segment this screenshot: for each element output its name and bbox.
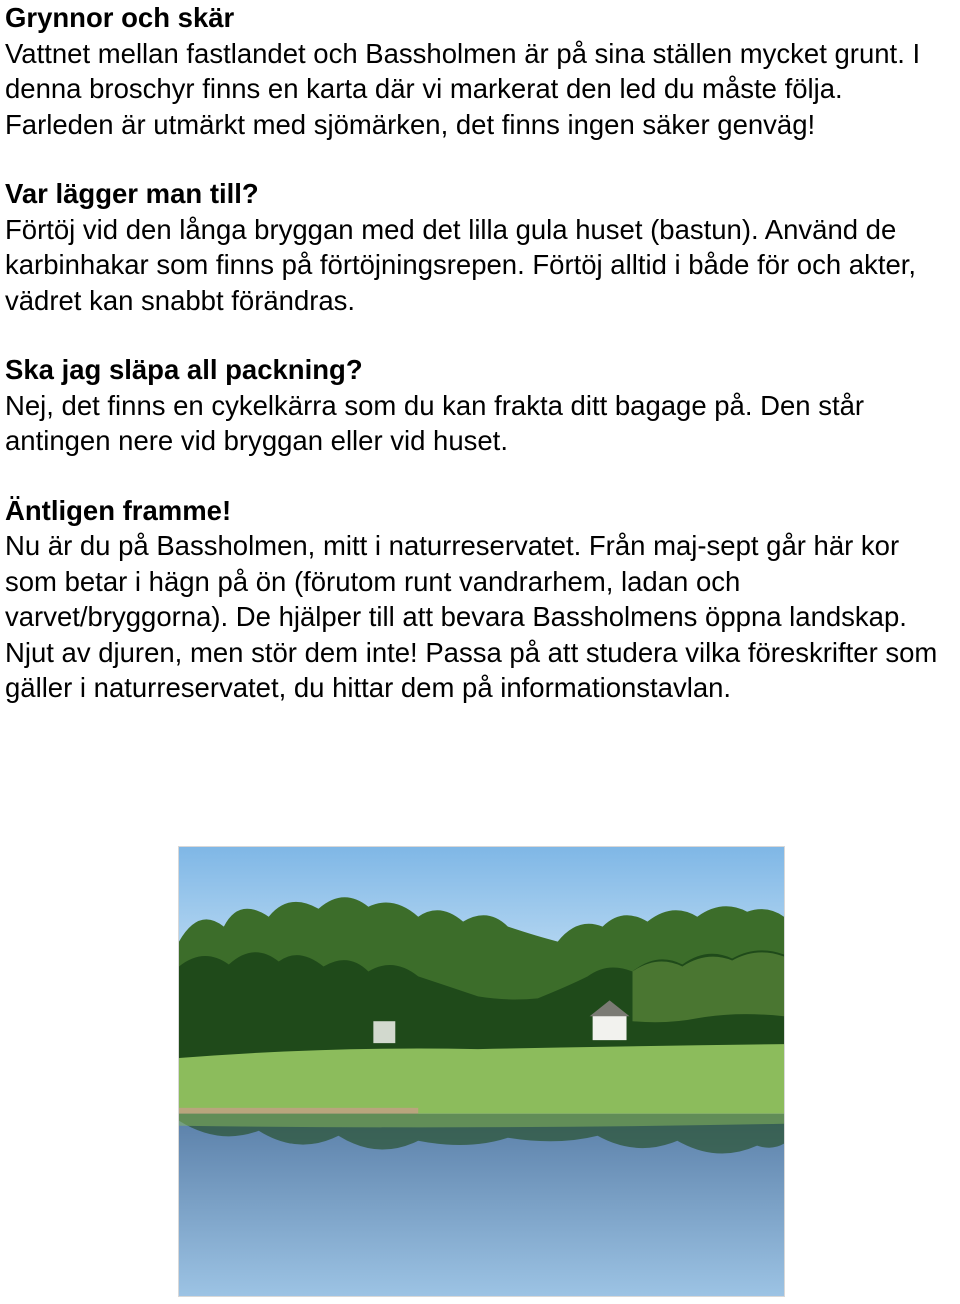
section-heading: Äntligen framme! <box>5 494 232 526</box>
section-heading: Grynnor och skär <box>5 2 235 33</box>
section-body: Vattnet mellan fastlandet och Bassholmen är på sina ställen mycket grunt. I denna broschyr finns en karta där vi markerat den led du måste följa. Farleden är utmärkt med sjömärken, det finns ingen säker genväg! <box>5 37 921 140</box>
section-heading: Var lägger man till? <box>5 178 259 209</box>
meadow <box>179 1044 784 1114</box>
house-left <box>373 1021 395 1043</box>
section-body: Nej, det finns en cykelkärra som du kan frakta ditt bagage på. Den står antingen nere vid bryggan eller vid huset. <box>5 389 865 456</box>
section-heading: Ska jag släpa all packning? <box>5 354 363 385</box>
house <box>593 1014 627 1040</box>
section-body: Förtöj vid den långa bryggan med det lilla gula huset (bastun). Använd de karbinhakar som finns på förtöjningsrepen. Förtöj alltid i både för och akter, vädret kan snabbt förändras. <box>5 213 917 316</box>
section-tillagg <box>5 176 957 318</box>
section-packning <box>5 352 957 459</box>
document-text <box>5 0 957 740</box>
section-grynnor <box>5 0 957 142</box>
landscape-photo-illustration <box>179 847 784 1296</box>
landscape-photo <box>178 846 785 1297</box>
meadow-reflection <box>179 1114 784 1128</box>
section-body: Nu är du på Bassholmen, mitt i naturreservatet. Från maj-sept går här kor som betar i hägn på ön (förutom runt vandrarhem, ladan och varvet/bryggorna). De hjälper till att bevara Bassholmens öppna landskap. Njut av djuren, men stör dem inte! Passa på att studera vilka föreskrifter som gäller i naturreservatet, du hittar dem på informationstavlan. <box>5 530 938 703</box>
tree-highlights <box>633 952 784 1022</box>
section-framme <box>5 493 957 706</box>
